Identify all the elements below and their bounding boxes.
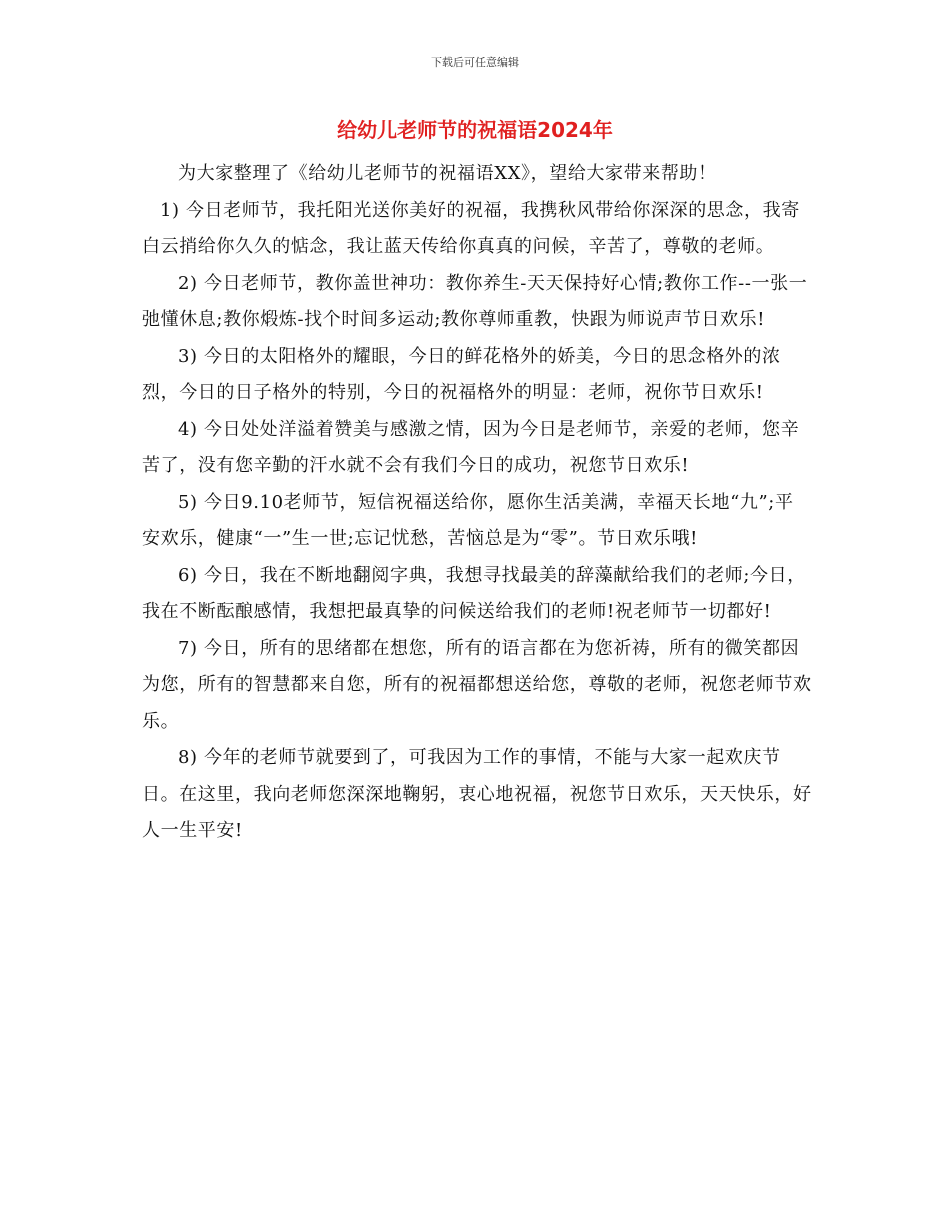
list-item: 3) 今日的太阳格外的耀眼，今日的鲜花格外的娇美，今日的思念格外的浓烈，今日的日子格外的特别，今日的祝福格外的明显：老师，祝你节日欢乐!: [142, 345, 781, 403]
document-title: 给幼儿老师节的祝福语2024年: [337, 118, 613, 142]
list-item: 2) 今日老师节，教你盖世神功：教你养生-天天保持好心情;教你工作--一张一弛懂休息;教你煅炼-找个时间多运动;教你尊师重教，快跟为师说声节日欢乐!: [142, 272, 808, 330]
list-item: 5) 今日9.10老师节，短信祝福送给你，愿你生活美满，幸福天长地“九”;平安欢乐，健康“一”生一世;忘记忧愁，苦恼总是为“零”。节日欢乐哦!: [142, 491, 794, 549]
intro-paragraph: 为大家整理了《给幼儿老师节的祝福语XX》，望给大家带来帮助！: [178, 163, 717, 184]
header-note: 下载后可任意编辑: [431, 56, 519, 69]
list-item: 8) 今年的老师节就要到了，可我因为工作的事情，不能与大家一起欢庆节日。在这里，我向老师您深深地鞠躬，衷心地祝福，祝您节日欢乐，天天快乐，好人一生平安!: [142, 747, 812, 841]
list-item: 4) 今日处处洋溢着赞美与感激之情，因为今日是老师节，亲爱的老师，您辛苦了，没有您辛勤的汗水就不会有我们今日的成功，祝您节日欢乐!: [142, 418, 800, 476]
document-body: [142, 156, 812, 850]
list-item: 1) 今日老师节，我托阳光送你美好的祝福，我携秋风带给你深深的思念，我寄白云捎给你久久的惦念，我让蓝天传给你真真的问候，辛苦了，尊敬的老师。: [142, 199, 800, 257]
list-item: 7) 今日，所有的思绪都在想您，所有的语言都在为您祈祷，所有的微笑都因为您，所有的智慧都来自您，所有的祝福都想送给您，尊敬的老师，祝您老师节欢乐。: [142, 637, 812, 732]
list-item: 6) 今日，我在不断地翻阅字典，我想寻找最美的辞藻献给我们的老师;今日，我在不断酝酿感情，我想把最真挚的问候送给我们的老师!祝老师节一切都好!: [142, 564, 806, 622]
